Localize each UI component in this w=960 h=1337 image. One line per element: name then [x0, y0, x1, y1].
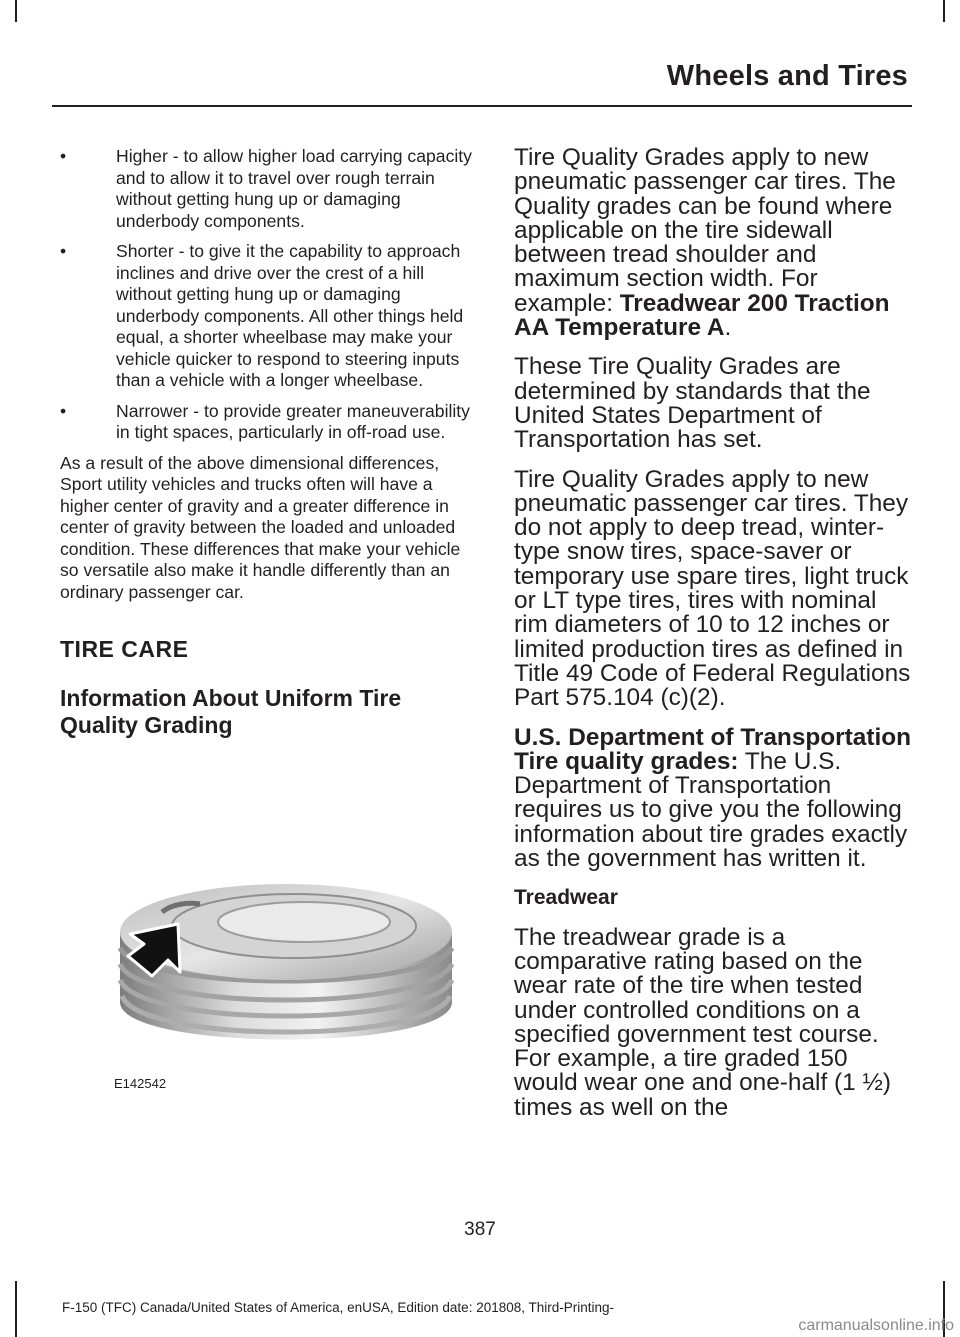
bullet-mark: • — [60, 400, 67, 421]
standards-paragraph: These Tire Quality Grades are determined by standards that the United States Department of Transportation has set. — [514, 353, 871, 454]
left-column — [60, 146, 476, 739]
quality-grades-text: Tire Quality Grades apply to new pneumatic passenger car tires. The Quality grades can be found where applicable on the tire sidewall between tread shoulder and maximum section width. For example: — [514, 144, 896, 317]
treadwear-paragraph: The treadwear grade is a comparative rating based on the wear rate of the tire when tested under controlled conditions on a specified government test course. For example, a tire graded 150 would wear one and one-half (1 ½) times as well on the — [514, 923, 891, 1121]
bullet-list — [60, 146, 476, 444]
treadwear-heading: Treadwear — [514, 886, 618, 910]
dot-grades-text: The U.S. Department of Transportation requires us to give you the following information about tire grades exactly as the government has written it. — [514, 747, 908, 873]
dot-grades-paragraph — [514, 723, 914, 873]
bullet-item-higher — [60, 146, 476, 232]
section-heading-tire-care: TIRE CARE — [60, 636, 189, 662]
bullet-text: Narrower - to provide greater maneuverability in tight spaces, particularly in off-road use. — [116, 400, 470, 442]
page-header-title: Wheels and Tires — [666, 60, 908, 92]
watermark: carmanualsonline.info — [798, 1317, 954, 1334]
grade-example-end: . — [724, 314, 732, 342]
grade-example: Treadwear 200 Traction AA Temperature A — [514, 289, 890, 342]
bullet-mark: • — [60, 146, 67, 166]
footer-edition: F-150 (TFC) Canada/United States of America, enUSA, Edition date: 201808, Third-Printing- — [62, 1300, 615, 1315]
crop-mark-bottom-left — [15, 1281, 17, 1337]
right-column — [514, 146, 914, 1135]
dot-grades-label: U.S. Department of Transportation Tire quality grades: — [514, 723, 912, 775]
applicability-paragraph: Tire Quality Grades apply to new pneumatic passenger car tires. They do not apply to deep tread, winter-type snow tires, space-saver or temporary use spare tires, light truck or LT type tires, tires with nominal rim diameters of 10 to 12 inches or limited production tires as defined in Title 49 Code of Federal Regulations Part 575.104 (c)(2). — [514, 465, 911, 712]
subheading-uniform-tire-quality: Information About Uniform Tire Quality Grading — [60, 685, 402, 738]
bullet-text: Shorter - to give it the capability to approach inclines and drive over the crest of a hill without getting hung up or damaging underbody components. All other things held equal, a shorter wheelbase may make your vehicle quicker to respond to steering inputs than a vehicle with a longer wheelbase. — [116, 241, 464, 390]
header-rule — [52, 105, 912, 107]
crop-mark-top-right — [943, 0, 945, 22]
bullet-text: Higher - to allow higher load carrying capacity and to allow it to travel over rough terrain without getting hung up or damaging underbody components. — [116, 146, 472, 231]
quality-grades-paragraph — [514, 146, 914, 340]
bullet-mark: • — [60, 241, 67, 261]
crop-mark-top-left — [15, 0, 17, 22]
bullet-item-narrower — [60, 401, 476, 444]
page-number: 387 — [464, 1219, 496, 1240]
bullet-item-shorter — [60, 241, 476, 392]
figure-id: E142542 — [114, 1076, 167, 1091]
tire-illustration — [100, 852, 460, 1092]
dimensional-differences-paragraph: As a result of the above dimensional differences, Sport utility vehicles and trucks often will have a higher center of gravity and a greater difference in center of gravity between the loaded and unloaded condition. These differences that make your vehicle so versatile also make it handle differently than an ordinary passenger car. — [60, 452, 461, 602]
